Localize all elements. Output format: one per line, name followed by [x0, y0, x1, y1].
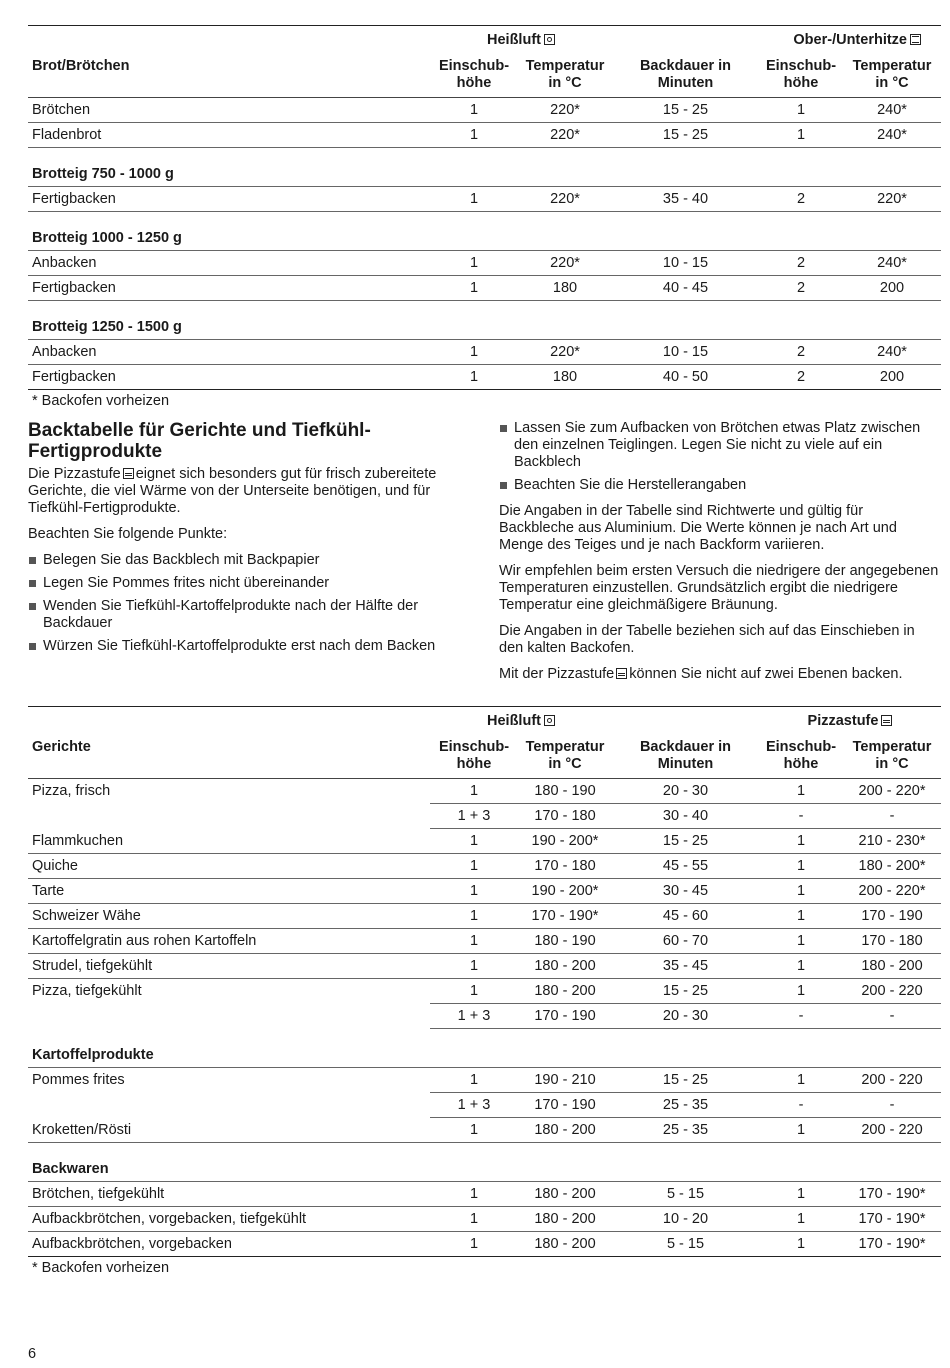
row-name: Anbacken	[28, 251, 430, 276]
row-name: Strudel, tiefgekühlt	[28, 954, 430, 979]
list-item	[499, 420, 941, 471]
bullet-list-left	[28, 552, 470, 655]
table-row	[28, 829, 941, 854]
section-title: Backtabelle für Gerichte und Tiefkühl-Fertigprodukte	[28, 420, 371, 462]
cell-einschub-2: 1	[759, 98, 843, 123]
row-name: Tarte	[28, 879, 430, 904]
cell-temperatur: 180	[518, 365, 612, 390]
cell-backdauer: 15 - 25	[612, 979, 759, 1004]
group-ober-unterhitze-label: Ober-/Unterhitze	[793, 31, 907, 48]
paragraph-2: Wir empfehlen beim ersten Versuch die niedrigere der angegebenen Temperaturen einzustellen. Grundsätzlich ergibt die niedrigere Temperatur eine gleichmäßigere Bräunung.	[499, 563, 939, 613]
cell-einschub: 1	[430, 365, 518, 390]
cell-backdauer: 5 - 15	[612, 1232, 759, 1257]
paragraph-1: Die Angaben in der Tabelle sind Richtwerte und gültig für Backbleche aus Aluminium. Die Werte können je nach Art und Menge des Teiges und je nach Backform variieren.	[499, 503, 897, 553]
page-number: 6	[28, 1346, 37, 1362]
col-category: Brot/Brötchen	[28, 51, 430, 98]
list-item-text: Legen Sie Pommes frites nicht übereinander	[43, 575, 330, 591]
paragraph-4	[499, 666, 941, 683]
section-heading: Backwaren	[28, 1143, 941, 1182]
list-item-text: Lassen Sie zum Aufbacken von Brötchen etwas Platz zwischen den einzelnen Teiglingen. Legen Sie nicht zu viele auf ein Backblech	[514, 420, 921, 470]
cell-einschub-2: 2	[759, 251, 843, 276]
pizza-setting-icon	[881, 715, 892, 726]
cell-einschub-2: 2	[759, 187, 843, 212]
cell-temperatur: 170 - 190	[518, 1093, 612, 1118]
top-bottom-heat-icon	[910, 34, 921, 45]
col-einschubhoehe-2: Einschub- höhe	[759, 51, 843, 98]
cell-einschub: 1	[430, 1232, 518, 1257]
table-row	[28, 1093, 941, 1118]
cell-einschub: 1	[430, 829, 518, 854]
col-einschubhoehe: Einschub- höhe	[430, 732, 518, 779]
bullet-square-icon	[29, 557, 36, 564]
pizza-setting-icon	[616, 668, 627, 679]
cell-einschub: 1	[430, 187, 518, 212]
col-temperatur: Temperatur in °C	[518, 732, 612, 779]
list-item	[28, 638, 470, 655]
cell-einschub-2: 1	[759, 829, 843, 854]
cell-einschub: 1	[430, 340, 518, 365]
cell-einschub-2: 1	[759, 1207, 843, 1232]
cell-temperatur-2: 200	[843, 365, 941, 390]
cell-temperatur: 190 - 200*	[518, 879, 612, 904]
row-name: Brötchen	[28, 98, 430, 123]
col-category: Gerichte	[28, 732, 430, 779]
dishes-baking-table	[28, 706, 941, 1257]
cell-einschub: 1	[430, 1068, 518, 1093]
cell-backdauer: 40 - 50	[612, 365, 759, 390]
section-row	[28, 301, 941, 340]
cell-einschub: 1 + 3	[430, 804, 518, 829]
table-row	[28, 187, 941, 212]
table-row	[28, 879, 941, 904]
fan-icon	[544, 34, 555, 45]
col-backdauer: Backdauer in Minuten	[612, 51, 759, 98]
cell-einschub-2: 2	[759, 276, 843, 301]
cell-einschub-2: 1	[759, 929, 843, 954]
table-row	[28, 954, 941, 979]
row-name: Aufbackbrötchen, vorgebacken, tiefgekühlt	[28, 1207, 430, 1232]
cell-temperatur-2: 200 - 220	[843, 1068, 941, 1093]
bullet-square-icon	[29, 643, 36, 650]
cell-einschub: 1 + 3	[430, 1004, 518, 1029]
row-name: Brötchen, tiefgekühlt	[28, 1182, 430, 1207]
cell-einschub: 1	[430, 779, 518, 804]
section-row	[28, 1143, 941, 1182]
cell-backdauer: 20 - 30	[612, 1004, 759, 1029]
text-section	[28, 420, 941, 692]
section-row	[28, 148, 941, 187]
table-row	[28, 1118, 941, 1143]
paragraph-3: Die Angaben in der Tabelle beziehen sich auf das Einschieben in den kalten Backofen.	[499, 623, 915, 656]
cell-backdauer: 60 - 70	[612, 929, 759, 954]
cell-temperatur-2: 220*	[843, 187, 941, 212]
cell-temperatur-2: 240*	[843, 340, 941, 365]
cell-backdauer: 15 - 25	[612, 829, 759, 854]
cell-einschub-2: 1	[759, 123, 843, 148]
col-temperatur-2: Temperatur in °C	[843, 732, 941, 779]
cell-einschub: 1 + 3	[430, 1093, 518, 1118]
col-backdauer: Backdauer in Minuten	[612, 732, 759, 779]
cell-einschub-2: 1	[759, 1118, 843, 1143]
table-row	[28, 804, 941, 829]
list-item-text: Beachten Sie die Herstellerangaben	[514, 477, 747, 493]
table-row	[28, 1182, 941, 1207]
cell-einschub: 1	[430, 904, 518, 929]
fan-icon	[544, 715, 555, 726]
cell-temperatur-2: 200 - 220	[843, 1118, 941, 1143]
cell-einschub: 1	[430, 1182, 518, 1207]
pizza-setting-icon	[123, 468, 134, 479]
cell-backdauer: 5 - 15	[612, 1182, 759, 1207]
list-item-text: Belegen Sie das Backblech mit Backpapier	[43, 552, 320, 568]
cell-temperatur: 180 - 190	[518, 929, 612, 954]
cell-backdauer: 35 - 45	[612, 954, 759, 979]
row-name: Pizza, frisch	[32, 783, 111, 800]
list-item-text: Würzen Sie Tiefkühl-Kartoffelprodukte erst nach dem Backen	[43, 638, 436, 654]
bullet-square-icon	[500, 425, 507, 432]
points-label: Beachten Sie folgende Punkte:	[28, 526, 228, 542]
cell-einschub: 1	[430, 98, 518, 123]
cell-temperatur-2: 170 - 190*	[843, 1182, 941, 1207]
section-heading: Kartoffelprodukte	[28, 1029, 941, 1068]
cell-temperatur: 170 - 190	[518, 1004, 612, 1029]
cell-einschub: 1	[430, 954, 518, 979]
cell-temperatur-2: 210 - 230*	[843, 829, 941, 854]
cell-temperatur-2: 240*	[843, 251, 941, 276]
cell-temperatur: 170 - 190*	[518, 904, 612, 929]
cell-einschub-2: -	[759, 1093, 843, 1118]
bullet-list-right	[499, 420, 941, 494]
para4-text-a: Mit der Pizzastufe	[499, 666, 615, 682]
cell-backdauer: 45 - 60	[612, 904, 759, 929]
cell-temperatur: 180 - 190	[518, 779, 612, 804]
row-name: Anbacken	[28, 340, 430, 365]
cell-temperatur-2: 170 - 180	[843, 929, 941, 954]
table-group-header	[28, 707, 941, 733]
row-name: Kartoffelgratin aus rohen Kartoffeln	[28, 929, 430, 954]
table-row	[28, 251, 941, 276]
table-row	[28, 1232, 941, 1257]
cell-backdauer: 25 - 35	[612, 1093, 759, 1118]
cell-temperatur: 180 - 200	[518, 954, 612, 979]
cell-temperatur: 170 - 180	[518, 804, 612, 829]
table-row	[28, 854, 941, 879]
cell-einschub-2: 1	[759, 1232, 843, 1257]
cell-backdauer: 45 - 55	[612, 854, 759, 879]
group-pizzastufe-label: Pizzastufe	[807, 712, 879, 729]
cell-backdauer: 25 - 35	[612, 1118, 759, 1143]
cell-einschub-2: 1	[759, 779, 843, 804]
row-name: Pommes frites	[32, 1072, 125, 1089]
table-body	[28, 98, 941, 390]
text-column-left	[28, 420, 470, 692]
cell-temperatur-2: 240*	[843, 123, 941, 148]
cell-einschub: 1	[430, 251, 518, 276]
cell-backdauer: 30 - 45	[612, 879, 759, 904]
cell-temperatur-2: 200 - 220	[843, 979, 941, 1004]
table-row	[28, 123, 941, 148]
cell-temperatur-2: 170 - 190*	[843, 1232, 941, 1257]
cell-backdauer: 15 - 25	[612, 123, 759, 148]
table-row	[28, 340, 941, 365]
section-heading: Brotteig 1000 - 1250 g	[28, 212, 941, 251]
row-name: Flammkuchen	[28, 829, 430, 854]
cell-einschub-2: 1	[759, 904, 843, 929]
cell-temperatur: 190 - 200*	[518, 829, 612, 854]
cell-temperatur: 170 - 180	[518, 854, 612, 879]
cell-temperatur: 220*	[518, 123, 612, 148]
col-einschubhoehe-2: Einschub- höhe	[759, 732, 843, 779]
cell-backdauer: 10 - 20	[612, 1207, 759, 1232]
cell-einschub-2: -	[759, 804, 843, 829]
cell-einschub-2: 1	[759, 1182, 843, 1207]
footnote: * Backofen vorheizen	[32, 1260, 170, 1276]
cell-temperatur: 180 - 200	[518, 1207, 612, 1232]
row-name: Fertigbacken	[28, 187, 430, 212]
cell-temperatur: 220*	[518, 98, 612, 123]
bullet-square-icon	[29, 603, 36, 610]
cell-temperatur-2: -	[843, 1004, 941, 1029]
text-column-right	[499, 420, 941, 692]
cell-temperatur: 180 - 200	[518, 979, 612, 1004]
cell-einschub-2: 1	[759, 954, 843, 979]
intro-text-b: eignet sich besonders gut für frisch zubereitete Gerichte, die viel Wärme von der Unterseite benötigen, und für Tiefkühl-Fertigprodukte.	[28, 466, 437, 516]
cell-einschub-2: 2	[759, 365, 843, 390]
cell-einschub: 1	[430, 979, 518, 1004]
cell-temperatur: 180	[518, 276, 612, 301]
table-group-header	[28, 26, 941, 52]
cell-temperatur-2: 200 - 220*	[843, 879, 941, 904]
cell-backdauer: 40 - 45	[612, 276, 759, 301]
cell-temperatur: 180 - 200	[518, 1118, 612, 1143]
cell-temperatur-2: -	[843, 1093, 941, 1118]
col-temperatur: Temperatur in °C	[518, 51, 612, 98]
cell-einschub: 1	[430, 1118, 518, 1143]
cell-temperatur: 180 - 200	[518, 1232, 612, 1257]
row-name: Schweizer Wähe	[28, 904, 430, 929]
table-column-header	[28, 51, 941, 98]
list-item	[28, 598, 470, 632]
cell-backdauer: 15 - 25	[612, 1068, 759, 1093]
table-row	[28, 904, 941, 929]
section-heading: Brotteig 1250 - 1500 g	[28, 301, 941, 340]
cell-einschub-2: -	[759, 1004, 843, 1029]
cell-temperatur: 190 - 210	[518, 1068, 612, 1093]
table-column-header	[28, 732, 941, 779]
col-einschubhoehe: Einschub- höhe	[430, 51, 518, 98]
table-row	[28, 1068, 941, 1093]
cell-backdauer: 20 - 30	[612, 779, 759, 804]
cell-temperatur-2: 180 - 200	[843, 954, 941, 979]
cell-einschub-2: 2	[759, 340, 843, 365]
section-row	[28, 1029, 941, 1068]
table-row	[28, 365, 941, 390]
row-name: Kroketten/Rösti	[28, 1118, 430, 1143]
cell-einschub: 1	[430, 1207, 518, 1232]
page	[28, 25, 941, 1277]
cell-einschub: 1	[430, 879, 518, 904]
row-name: Fertigbacken	[28, 365, 430, 390]
cell-einschub: 1	[430, 854, 518, 879]
cell-temperatur: 220*	[518, 187, 612, 212]
table-row	[28, 98, 941, 123]
footnote: * Backofen vorheizen	[32, 393, 170, 409]
bullet-square-icon	[29, 580, 36, 587]
row-name	[28, 804, 430, 829]
cell-einschub-2: 1	[759, 879, 843, 904]
list-item-text: Wenden Sie Tiefkühl-Kartoffelprodukte nach der Hälfte der Backdauer	[43, 598, 419, 631]
cell-temperatur: 220*	[518, 251, 612, 276]
cell-backdauer: 10 - 15	[612, 251, 759, 276]
cell-backdauer: 10 - 15	[612, 340, 759, 365]
cell-einschub-2: 1	[759, 979, 843, 1004]
row-name	[28, 1093, 430, 1118]
list-item	[499, 477, 941, 494]
section-row	[28, 212, 941, 251]
cell-temperatur-2: 170 - 190	[843, 904, 941, 929]
cell-temperatur: 220*	[518, 340, 612, 365]
bread-baking-table	[28, 25, 941, 390]
table-row	[28, 276, 941, 301]
row-name: Aufbackbrötchen, vorgebacken	[28, 1232, 430, 1257]
cell-einschub: 1	[430, 929, 518, 954]
cell-temperatur-2: -	[843, 804, 941, 829]
table-row	[28, 929, 941, 954]
cell-temperatur-2: 240*	[843, 98, 941, 123]
row-name: Quiche	[28, 854, 430, 879]
table-row	[28, 1207, 941, 1232]
para4-text-b: können Sie nicht auf zwei Ebenen backen.	[629, 666, 903, 682]
row-name: Fertigbacken	[28, 276, 430, 301]
cell-temperatur-2: 170 - 190*	[843, 1207, 941, 1232]
cell-temperatur-2: 200 - 220*	[843, 779, 941, 804]
cell-backdauer: 35 - 40	[612, 187, 759, 212]
row-name: Pizza, tiefgekühlt	[32, 983, 142, 1000]
row-name: Fladenbrot	[28, 123, 430, 148]
list-item	[28, 575, 470, 592]
section-heading: Brotteig 750 - 1000 g	[28, 148, 941, 187]
intro-text-a: Die Pizzastufe	[28, 466, 121, 482]
cell-temperatur-2: 200	[843, 276, 941, 301]
cell-temperatur-2: 180 - 200*	[843, 854, 941, 879]
cell-backdauer: 15 - 25	[612, 98, 759, 123]
group-heissluft-label: Heißluft	[487, 712, 541, 729]
col-temperatur-2: Temperatur in °C	[843, 51, 941, 98]
intro-paragraph	[28, 466, 470, 517]
group-heissluft-label: Heißluft	[487, 31, 541, 48]
table-row	[28, 979, 941, 1004]
table-row	[28, 1004, 941, 1029]
table-row	[28, 779, 941, 804]
list-item	[28, 552, 470, 569]
cell-einschub-2: 1	[759, 854, 843, 879]
cell-einschub: 1	[430, 123, 518, 148]
bullet-square-icon	[500, 482, 507, 489]
cell-backdauer: 30 - 40	[612, 804, 759, 829]
row-name	[28, 1004, 430, 1029]
cell-einschub-2: 1	[759, 1068, 843, 1093]
cell-einschub: 1	[430, 276, 518, 301]
table-body	[28, 779, 941, 1257]
cell-temperatur: 180 - 200	[518, 1182, 612, 1207]
